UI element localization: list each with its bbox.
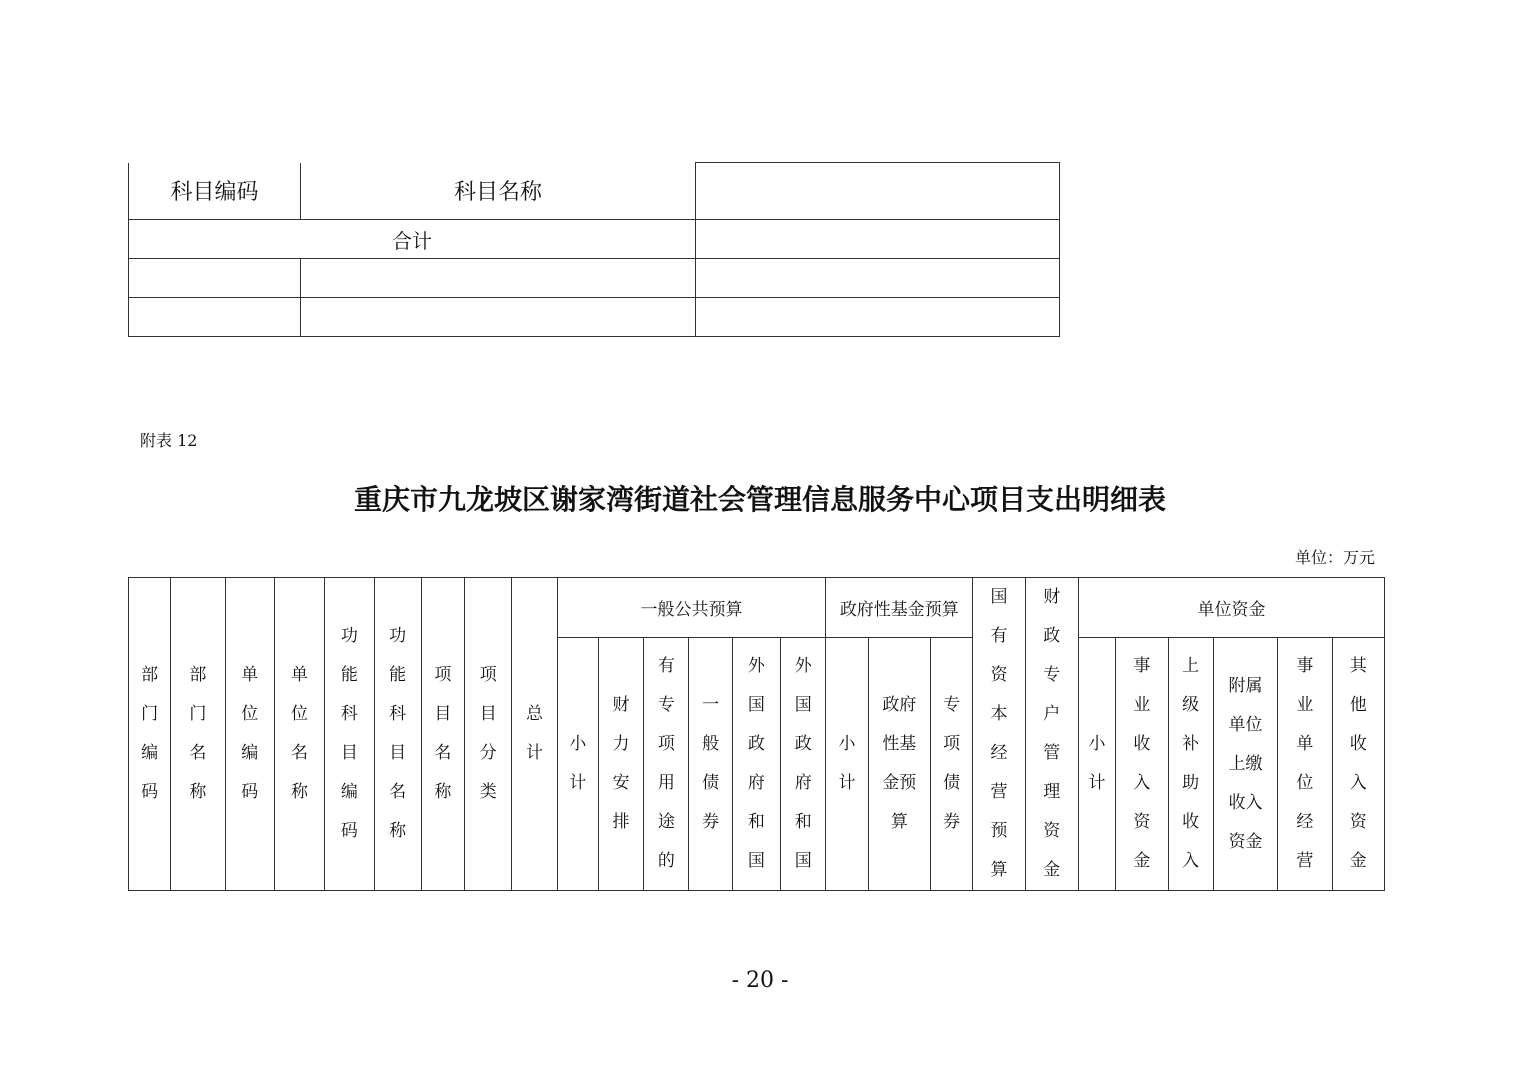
cell bbox=[301, 259, 696, 298]
general-budget-header: 一般公共预算 bbox=[557, 578, 826, 638]
total-label: 合计 bbox=[129, 220, 696, 259]
cell bbox=[696, 298, 1060, 337]
table-row bbox=[129, 259, 1060, 298]
cell bbox=[129, 259, 301, 298]
appendix-label: 附表 12 bbox=[140, 431, 198, 450]
unit-operation-header: 事业单位经营 bbox=[1278, 638, 1332, 891]
gov-subtotal-header: 小计 bbox=[826, 638, 868, 891]
unit-business-header: 事业收入资金 bbox=[1116, 638, 1168, 891]
func-code-header: 功能科目编码 bbox=[325, 578, 374, 891]
project-expense-table bbox=[128, 577, 1385, 891]
unit-affiliated-header: 附属单位上缴收入资金 bbox=[1213, 638, 1277, 891]
general-bond-header: 一般债券 bbox=[689, 638, 732, 891]
general-fiscal-header: 财力安排 bbox=[598, 638, 643, 891]
fiscal-account-header: 财政专户管理资金 bbox=[1025, 578, 1078, 891]
unit-funds-header: 单位资金 bbox=[1078, 578, 1384, 638]
general-foreign2-header: 外国政府和国 bbox=[781, 638, 826, 891]
cell bbox=[301, 298, 696, 337]
unit-subtotal-header: 小计 bbox=[1078, 638, 1115, 891]
general-special-header: 有专项用途的 bbox=[644, 638, 689, 891]
total-value bbox=[696, 220, 1060, 259]
state-capital-header: 国有资本经营预算 bbox=[973, 578, 1025, 891]
unit-name-header: 单位名称 bbox=[274, 578, 324, 891]
unit-label: 单位：万元 bbox=[1294, 548, 1375, 567]
dept-code-header: 部门编码 bbox=[129, 578, 171, 891]
unit-other-header: 其他收入资金 bbox=[1332, 638, 1384, 891]
subject-table bbox=[128, 162, 1060, 337]
total-header: 总计 bbox=[512, 578, 557, 891]
table-row bbox=[129, 298, 1060, 337]
proj-name-header: 项目名称 bbox=[421, 578, 464, 891]
gov-fund-header: 政府性基金预算 bbox=[868, 638, 930, 891]
amount-header bbox=[696, 163, 1060, 220]
dept-name-header: 部门名称 bbox=[171, 578, 225, 891]
general-subtotal-header: 小计 bbox=[557, 638, 598, 891]
proj-type-header: 项目分类 bbox=[465, 578, 512, 891]
subject-code-header: 科目编码 bbox=[129, 163, 301, 220]
gov-fund-budget-header: 政府性基金预算 bbox=[826, 578, 973, 638]
func-name-header: 功能科目名称 bbox=[374, 578, 421, 891]
unit-code-header: 单位编码 bbox=[225, 578, 274, 891]
unit-superior-header: 上级补助收入 bbox=[1168, 638, 1213, 891]
general-foreign1-header: 外国政府和国 bbox=[732, 638, 780, 891]
page-title: 重庆市九龙坡区谢家湾街道社会管理信息服务中心项目支出明细表 bbox=[353, 483, 1166, 516]
cell bbox=[129, 298, 301, 337]
gov-bond-header: 专项债券 bbox=[931, 638, 973, 891]
page-number: - 20 - bbox=[731, 968, 789, 993]
subject-name-header: 科目名称 bbox=[301, 163, 696, 220]
cell bbox=[696, 259, 1060, 298]
